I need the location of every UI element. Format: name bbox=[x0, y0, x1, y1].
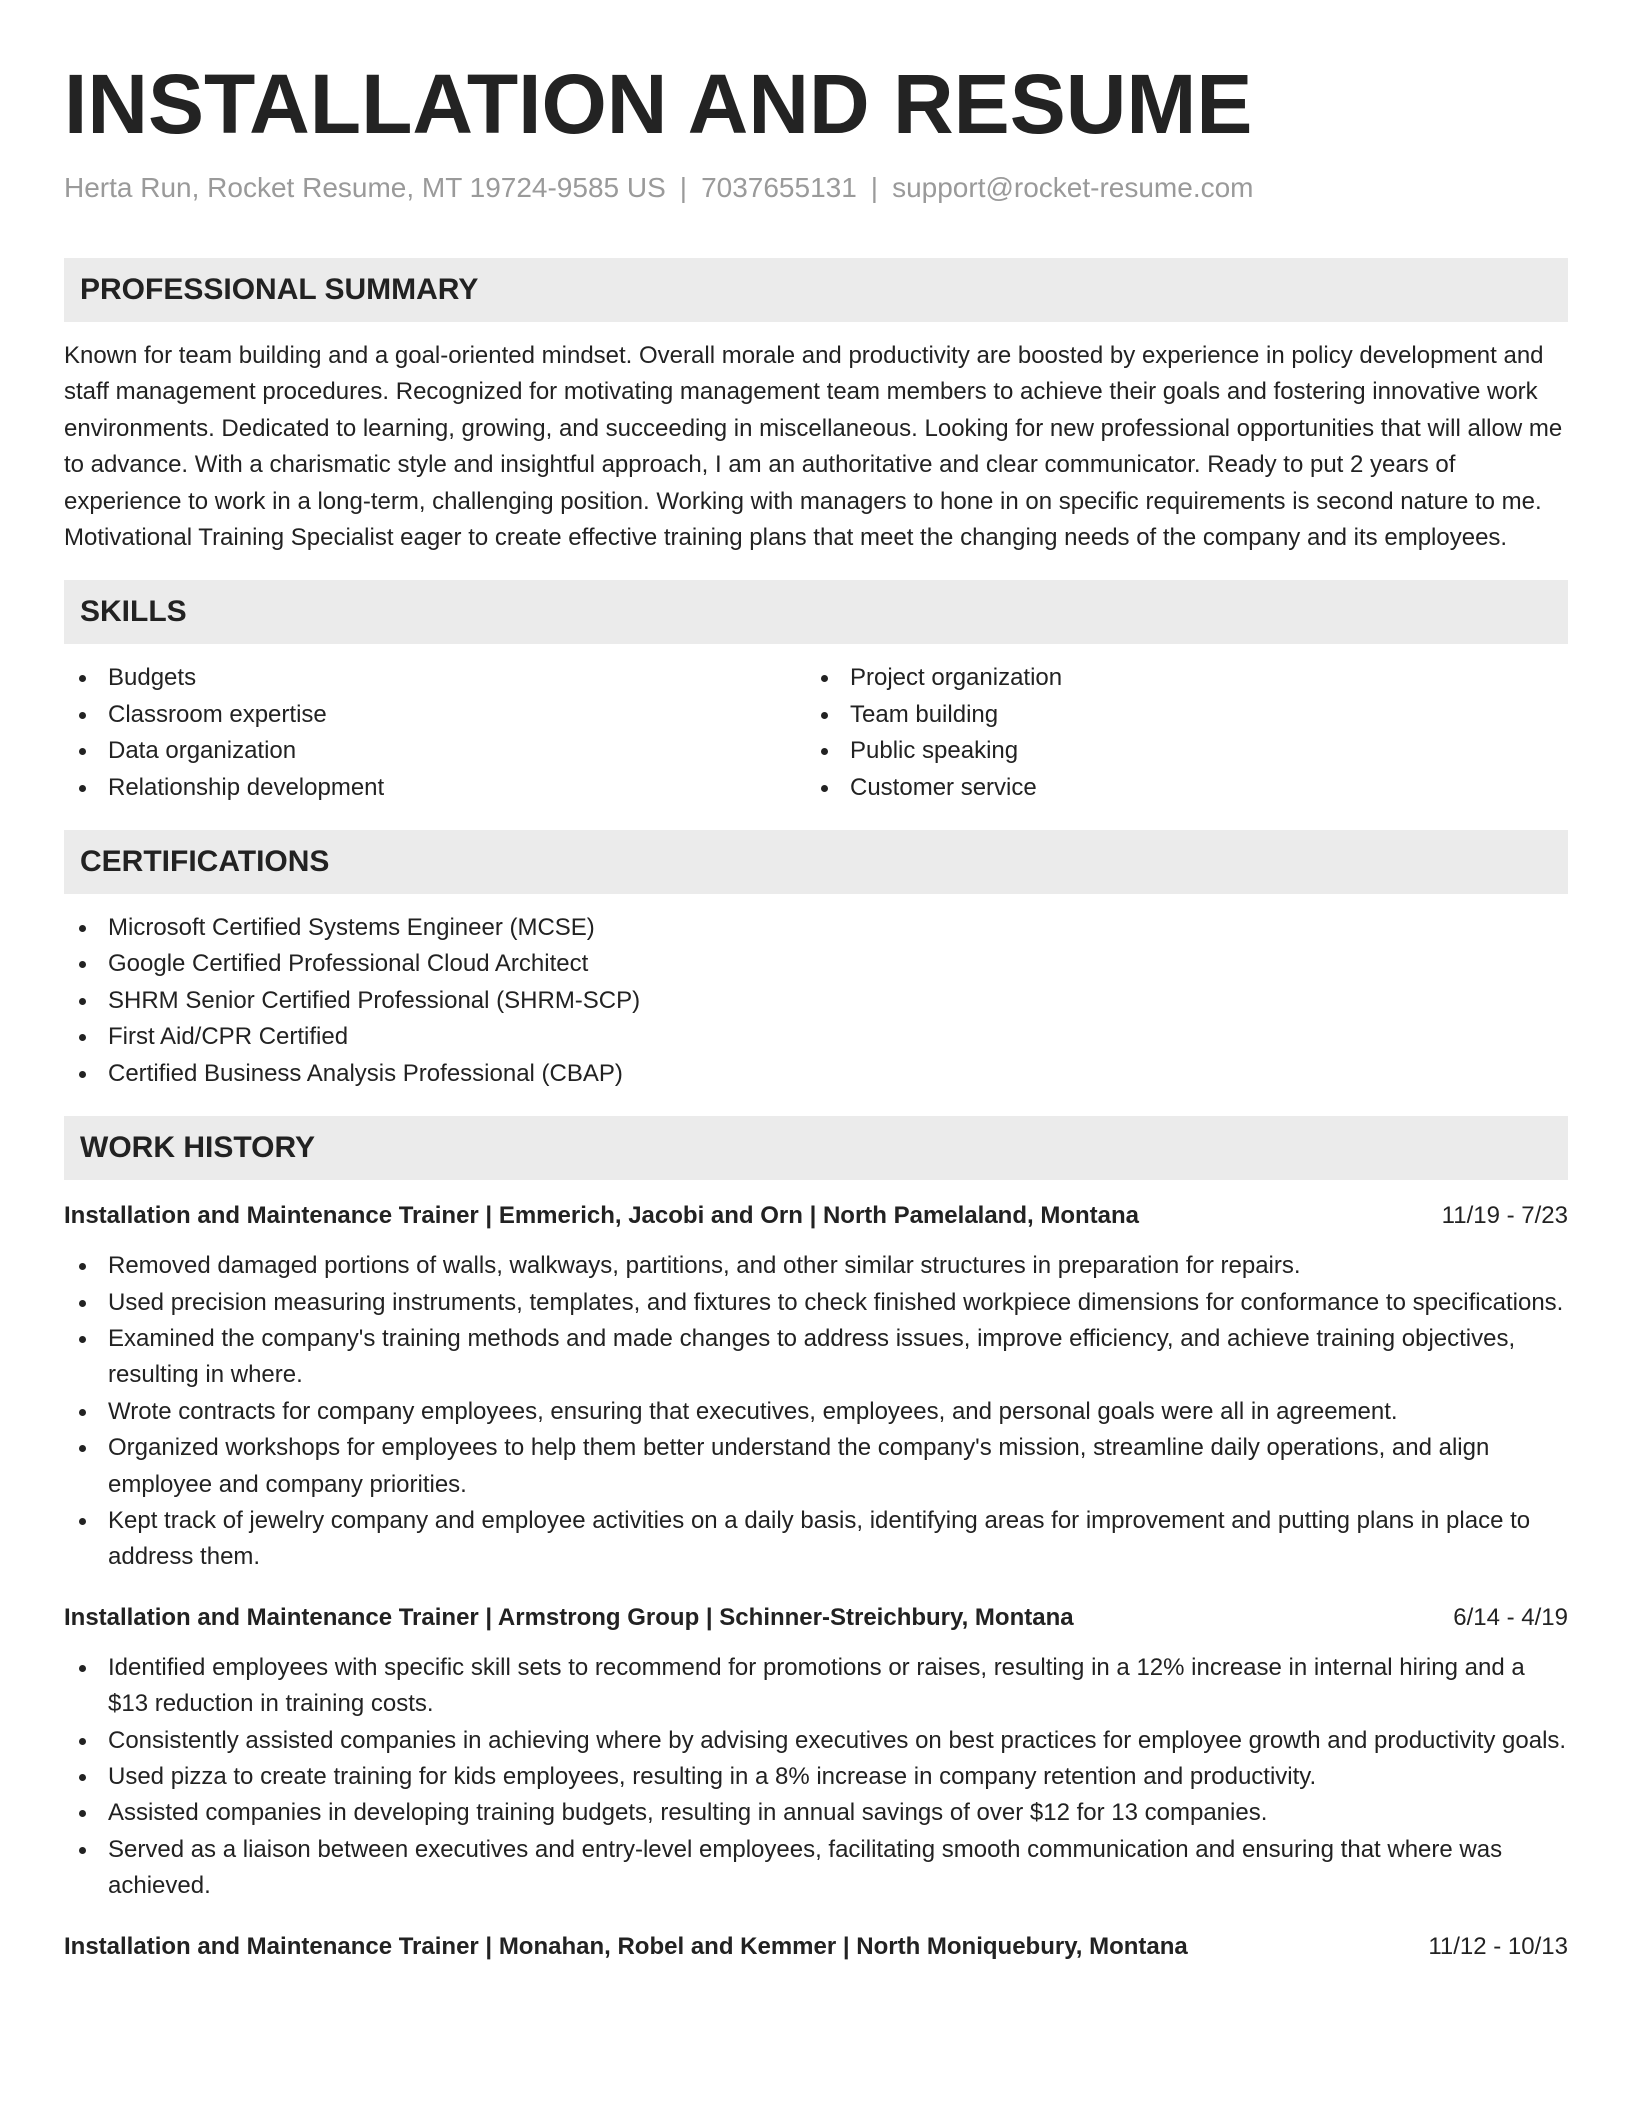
certification-item: SHRM Senior Certified Professional (SHRM-SCP) bbox=[64, 983, 1568, 1019]
job-entry bbox=[64, 1198, 1568, 1576]
skill-item: Public speaking bbox=[806, 733, 1548, 769]
job-title: Installation and Maintenance Trainer | Armstrong Group | Schinner-Streichbury, Montana bbox=[64, 1603, 1074, 1631]
contact-separator: | bbox=[870, 172, 879, 203]
job-bullet: Wrote contracts for company employees, ensuring that executives, employees, and personal goals were all in agreement. bbox=[64, 1394, 1568, 1430]
job-bullet: Assisted companies in developing training budgets, resulting in annual savings of over $12 for 13 companies. bbox=[64, 1795, 1568, 1831]
skill-item: Data organization bbox=[64, 733, 806, 769]
job-bullet: Served as a liaison between executives and entry-level employees, facilitating smooth communication and ensuring that where was achieved. bbox=[64, 1832, 1568, 1905]
certification-item: Microsoft Certified Systems Engineer (MCSE) bbox=[64, 910, 1568, 946]
skill-item: Budgets bbox=[64, 660, 806, 696]
job-header bbox=[64, 1198, 1568, 1234]
contact-email: support@rocket-resume.com bbox=[892, 172, 1254, 203]
contact-line bbox=[64, 170, 1568, 206]
job-dates: 11/19 - 7/23 bbox=[1441, 1202, 1568, 1230]
job-bullet: Used pizza to create training for kids employees, resulting in a 8% increase in company retention and productivity. bbox=[64, 1759, 1568, 1795]
contact-phone: 7037655131 bbox=[701, 172, 857, 203]
certification-item: First Aid/CPR Certified bbox=[64, 1019, 1568, 1055]
job-bullets bbox=[64, 1248, 1568, 1576]
skills-column-left bbox=[64, 660, 806, 806]
job-header bbox=[64, 1600, 1568, 1636]
contact-address: Herta Run, Rocket Resume, MT 19724-9585 US bbox=[64, 172, 666, 203]
job-bullet: Used precision measuring instruments, templates, and fixtures to check finished workpiece dimensions for conformance to specifications. bbox=[64, 1285, 1568, 1321]
job-bullet: Consistently assisted companies in achieving where by advising executives on best practices for employee growth and productivity goals. bbox=[64, 1723, 1568, 1759]
section-heading-skills: SKILLS bbox=[64, 580, 1568, 644]
job-bullet: Removed damaged portions of walls, walkways, partitions, and other similar structures in preparation for repairs. bbox=[64, 1248, 1568, 1284]
section-heading-work-history: WORK HISTORY bbox=[64, 1116, 1568, 1180]
job-title: Installation and Maintenance Trainer | Emmerich, Jacobi and Orn | North Pamelaland, Montana bbox=[64, 1202, 1139, 1230]
skills-column-right bbox=[806, 660, 1548, 806]
contact-separator: | bbox=[679, 172, 688, 203]
resume-name: INSTALLATION AND RESUME bbox=[64, 57, 1253, 151]
certifications-list bbox=[64, 910, 1568, 1092]
section-heading-summary: PROFESSIONAL SUMMARY bbox=[64, 258, 1568, 322]
job-entry bbox=[64, 1929, 1568, 1965]
skill-item: Classroom expertise bbox=[64, 697, 806, 733]
certification-item: Google Certified Professional Cloud Architect bbox=[64, 946, 1568, 982]
skill-item: Team building bbox=[806, 697, 1548, 733]
job-title: Installation and Maintenance Trainer | Monahan, Robel and Kemmer | North Moniquebury, Montana bbox=[64, 1932, 1188, 1960]
job-header bbox=[64, 1929, 1568, 1965]
job-bullet: Identified employees with specific skill sets to recommend for promotions or raises, resulting in a 12% increase in internal hiring and a $13 reduction in training costs. bbox=[64, 1650, 1568, 1723]
job-dates: 6/14 - 4/19 bbox=[1453, 1603, 1568, 1631]
job-entry bbox=[64, 1600, 1568, 1905]
skill-item: Project organization bbox=[806, 660, 1548, 696]
summary-text: Known for team building and a goal-oriented mindset. Overall morale and productivity are boosted by experience in policy development and staff management procedures. Recognized for motivating management team members to achieve their goals and fostering innovative work environments. Dedicated to learning, growing, and succeeding in miscellaneous. Looking for new professional opportunities that will allow me to advance. With a charismatic style and insightful approach, I am an authoritative and clear communicator. Ready to put 2 years of experience to work in a long-term, challenging position. Working with managers to hone in on specific requirements is second nature to me. Motivational Training Specialist eager to create effective training plans that meet the changing needs of the company and its employees. bbox=[64, 342, 1563, 552]
resume-page bbox=[64, 0, 1568, 1989]
section-heading-certifications: CERTIFICATIONS bbox=[64, 830, 1568, 894]
certification-item: Certified Business Analysis Professional (CBAP) bbox=[64, 1056, 1568, 1092]
job-bullet: Examined the company's training methods and made changes to address issues, improve efficiency, and achieve training objectives, resulting in where. bbox=[64, 1321, 1568, 1394]
job-bullet: Organized workshops for employees to help them better understand the company's mission, streamline daily operations, and align employee and company priorities. bbox=[64, 1430, 1568, 1503]
job-dates: 11/12 - 10/13 bbox=[1428, 1932, 1568, 1960]
skill-item: Relationship development bbox=[64, 770, 806, 806]
skill-item: Customer service bbox=[806, 770, 1548, 806]
job-bullets bbox=[64, 1650, 1568, 1905]
skills-list bbox=[64, 660, 1568, 806]
job-bullet: Kept track of jewelry company and employee activities on a daily basis, identifying areas for improvement and putting plans in place to address them. bbox=[64, 1503, 1568, 1576]
